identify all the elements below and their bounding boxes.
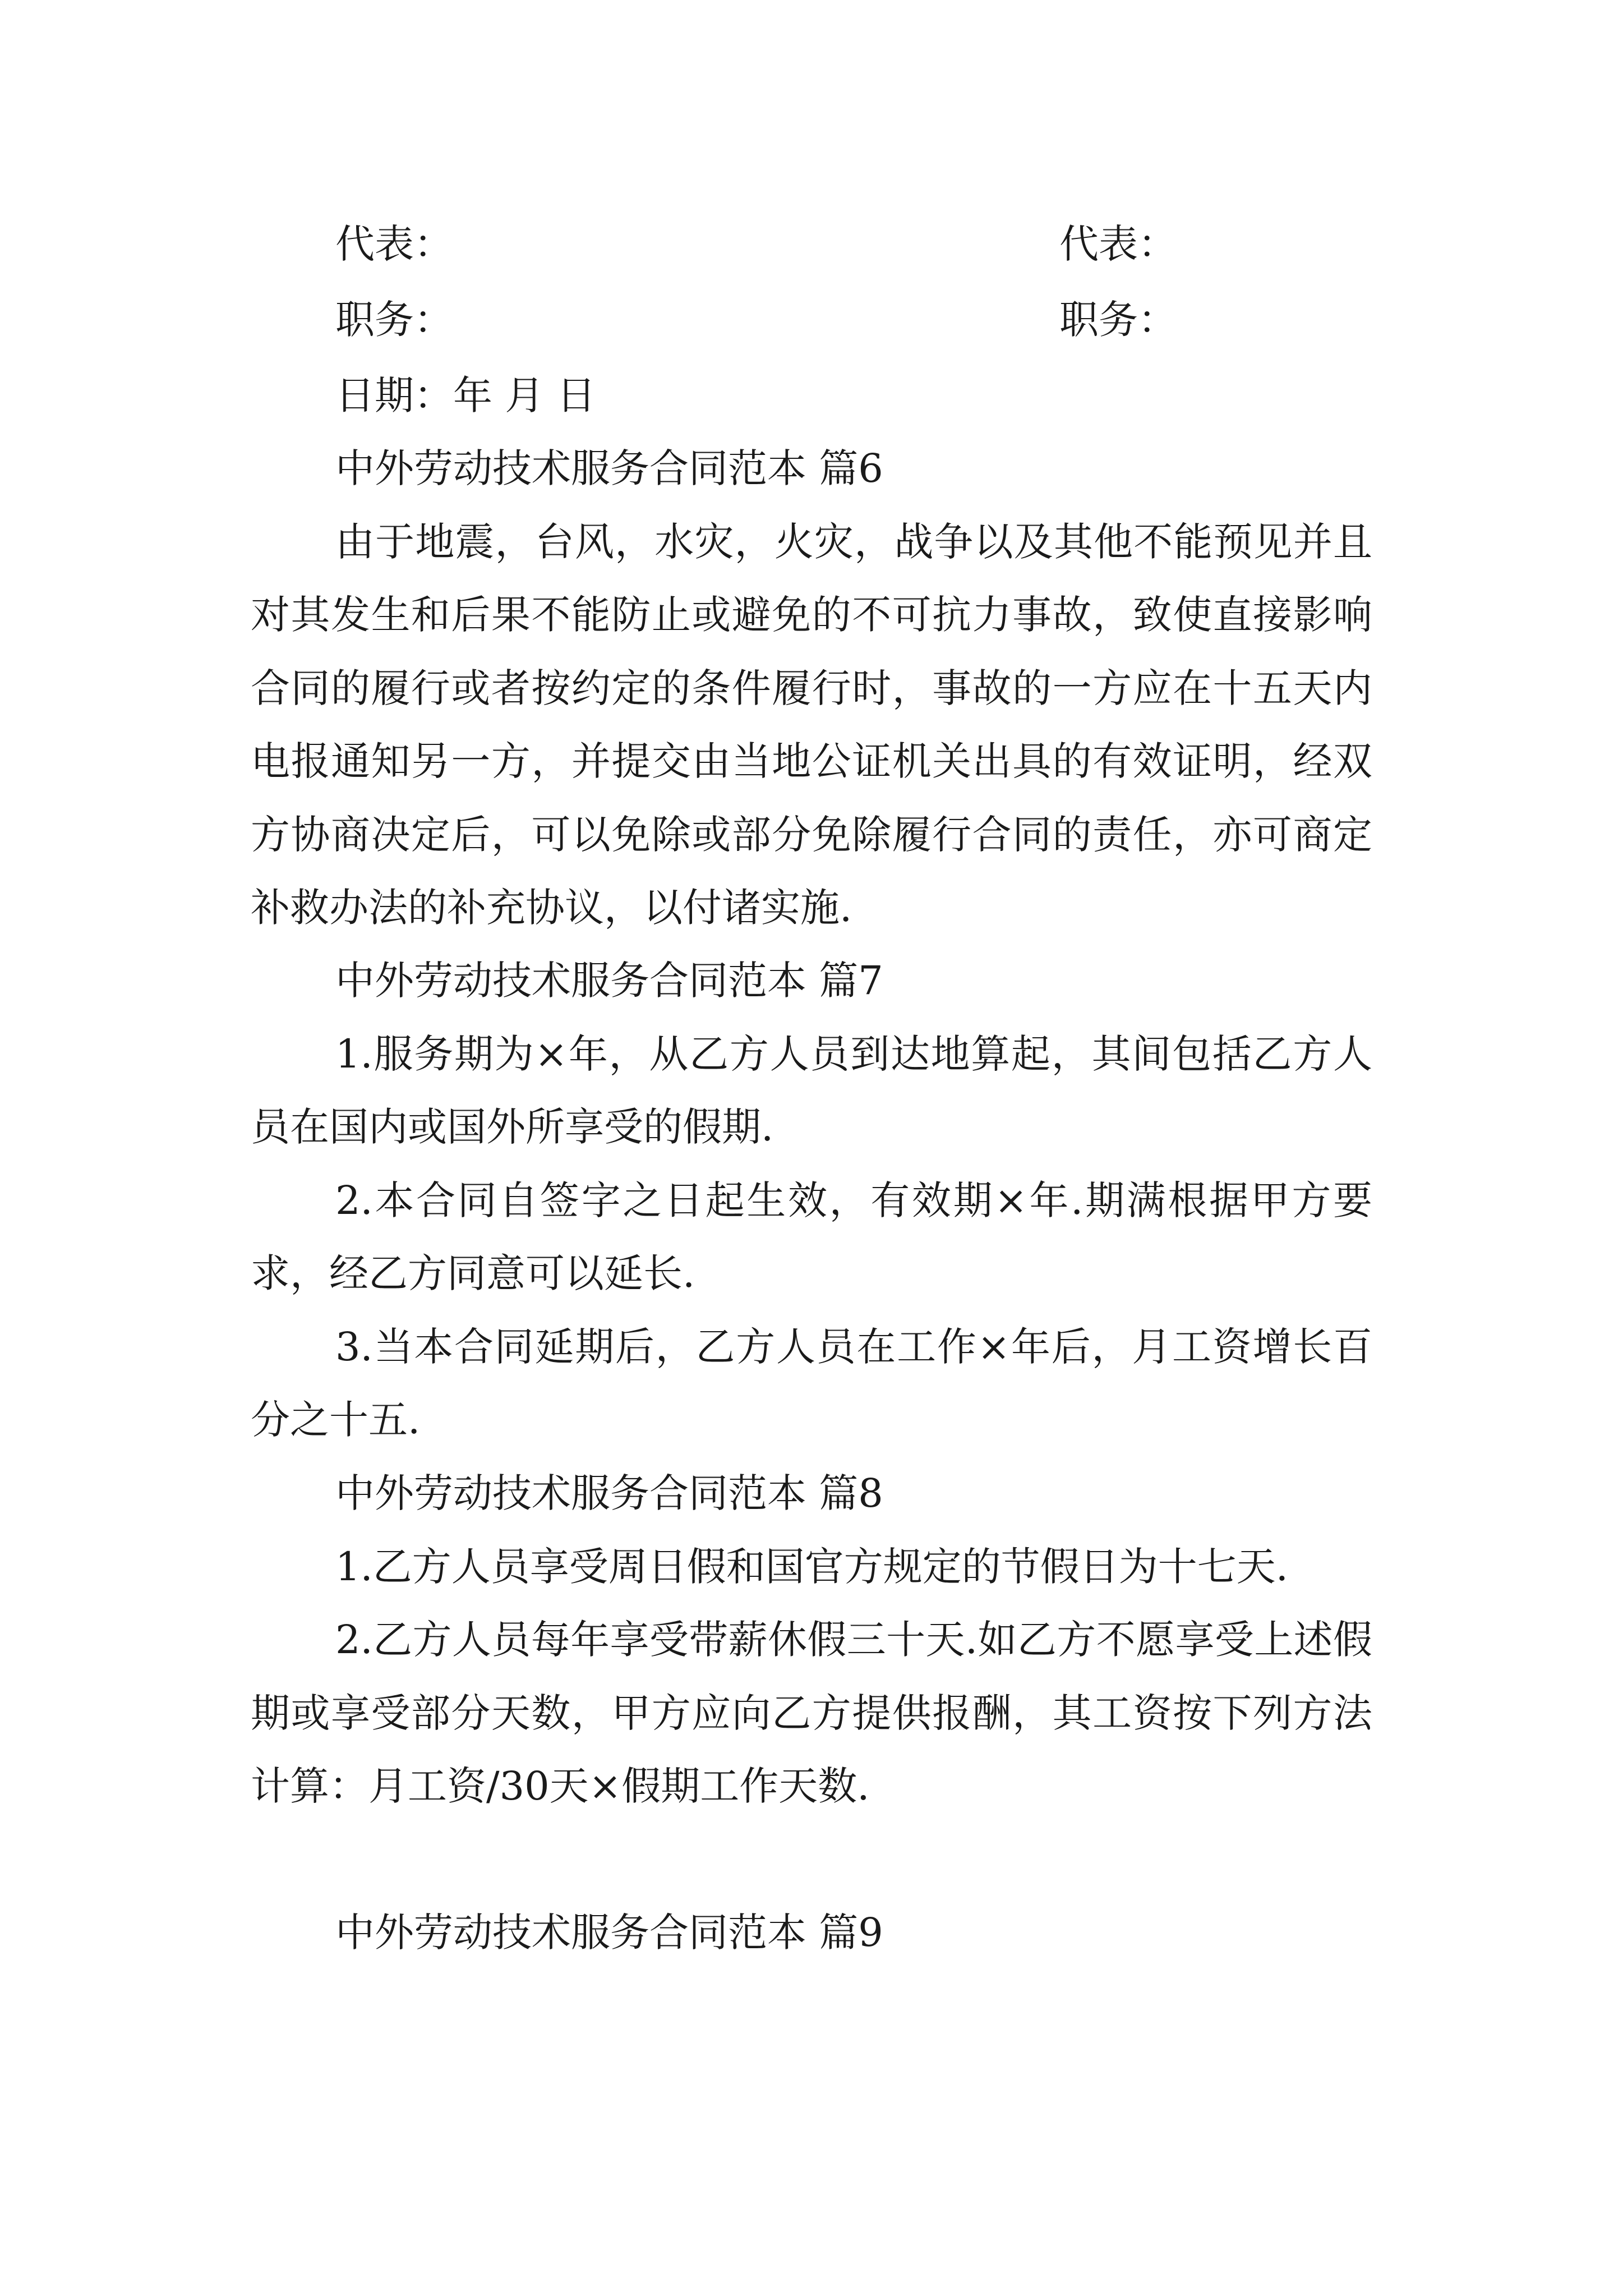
section-9: [251, 1896, 1372, 1970]
party-a-representative-label: 代表：: [335, 221, 453, 267]
party-a-title-label: 职务：: [335, 297, 453, 343]
party-b-representative-label: 代表：: [1059, 221, 1177, 267]
signature-row-date: [0, 359, 1623, 432]
section-paragraph: 2.乙方人员每年享受带薪休假三十天.如乙方不愿享受上述假期或享受部分天数，甲方应向乙方提供报酬，其工资按下列方法计算：月工资/30天×假期工作天数.: [251, 1617, 1372, 1809]
section-paragraph: 1.服务期为×年，从乙方人员到达地算起，其间包括乙方人员在国内或国外所享受的假期.: [251, 1030, 1372, 1150]
section-6: [251, 432, 1372, 945]
section-heading: 中外劳动技术服务合同范本 篇8: [335, 1470, 883, 1516]
section-paragraph: 由于地震，台风，水灾，火灾，战争以及其他不能预见并且对其发生和后果不能防止或避免的不可抗力事故，致使直接影响合同的履行或者按约定的条件履行时，事故的一方应在十五天内电报通知另一方，并提交由当地公证机关出具的有效证明，经双方协商决定后，可以免除或部分免除履行合同的责任，亦可商定补救办法的补充协议，以付诸实施.: [251, 518, 1372, 931]
signature-row-title: [0, 283, 1623, 356]
section-heading: 中外劳动技术服务合同范本 篇6: [335, 445, 883, 491]
section-paragraph: 3.当本合同延期后，乙方人员在工作×年后，月工资增长百分之十五.: [251, 1323, 1372, 1443]
party-a-date-label: 日期：年 月 日: [335, 372, 596, 418]
section-7: [251, 944, 1372, 1457]
section-heading: 中外劳动技术服务合同范本 篇9: [335, 1910, 883, 1955]
section-heading: 中外劳动技术服务合同范本 篇7: [335, 958, 883, 1004]
section-paragraph: 2.本合同自签字之日起生效，有效期×年.期满根据甲方要求，经乙方同意可以延长.: [251, 1177, 1372, 1296]
section-paragraph: 1.乙方人员享受周日假和国官方规定的节假日为十七天.: [335, 1543, 1289, 1590]
party-b-title-label: 职务：: [1059, 297, 1177, 343]
section-8: [251, 1457, 1372, 1823]
signature-row-representative: [0, 208, 1623, 280]
